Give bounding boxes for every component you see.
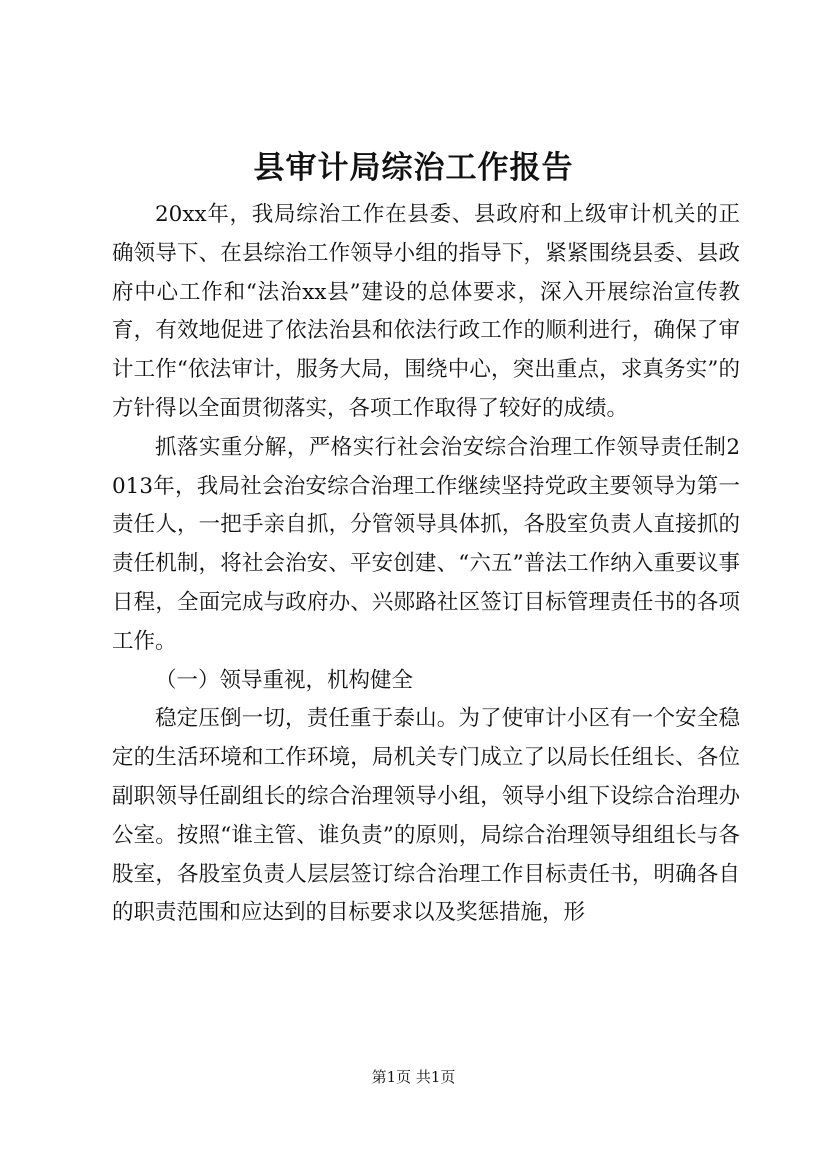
section-heading-leadership: （一）领导重视，机构健全 xyxy=(155,667,414,693)
page-footer: 第1页 共1页 xyxy=(371,1068,456,1086)
paragraph-intro: 20xx年，我局综治工作在县委、县政府和上级审计机关的正确领导下、在县综治工作领导小组的指导下，紧紧围绕县委、县政府中心工作和“法治xx县”建设的总体要求，深入开展综治宣传教育，有效地促进了依法治县和依法行政工作的顺利进行，确保了审计工作“依法审计，服务大局，围绕中心，突出重点，求真务实”的方针得以全面贯彻落实，各项工作取得了较好的成绩。 xyxy=(112,202,740,421)
paragraph-stability: 稳定压倒一切，责任重于泰山。为了使审计小区有一个安全稳定的生活环境和工作环境，局机关专门成立了以局长任组长、各位副职领导任副组长的综合治理领导小组，领导小组下设综合治理办公室。按照“谁主管、谁负责”的原则，局综合治理领导组组长与各股室，各股室负责人层层签订综合治理工作目标责任书，明确各自的职责范围和应达到的目标要求以及奖惩措施，形 xyxy=(112,706,740,926)
paragraph-responsibility: 抓落实重分解，严格实行社会治安综合治理工作领导责任制2013年，我局社会治安综合治理工作继续坚持党政主要领导为第一责任人，一把手亲自抓，分管领导具体抓，各股室负责人直接抓的责任机制，将社会治安、平安创建、“六五”普法工作纳入重要议事日程，全面完成与政府办、兴郧路社区签订目标管理责任书的各项工作。 xyxy=(112,434,740,654)
document-body xyxy=(112,196,740,933)
document-title: 县审计局综治工作报告 xyxy=(253,150,574,186)
